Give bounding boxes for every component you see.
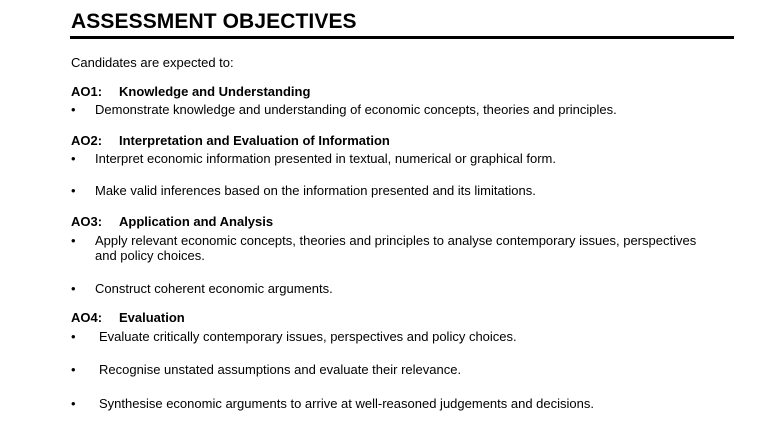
list-item-text: Evaluate critically contemporary issues, perspectives and policy choices. [99, 329, 517, 344]
bullet-icon: • [71, 329, 76, 344]
objective-code: AO1: [71, 84, 103, 99]
intro-text: Candidates are expected to: [71, 55, 234, 70]
objective-heading-ao3 [71, 214, 273, 230]
list-item [71, 281, 721, 296]
list-item-text: Make valid inferences based on the information presented and its limitations. [95, 183, 536, 198]
bullet-icon: • [71, 396, 76, 411]
bullet-icon: • [71, 102, 76, 117]
list-item [71, 151, 721, 166]
list-item-text: Apply relevant economic concepts, theories and principles to analyse contemporary issues, perspectives and policy choices. [95, 233, 697, 263]
list-item-text: Interpret economic information presented in textual, numerical or graphical form. [95, 151, 556, 166]
bullet-icon: • [71, 233, 76, 248]
objective-code: AO2: [71, 133, 103, 148]
bullet-icon: • [71, 362, 76, 377]
list-item-text: Recognise unstated assumptions and evaluate their relevance. [99, 362, 462, 377]
list-item-text: Construct coherent economic arguments. [95, 281, 333, 296]
objective-code: AO3: [71, 214, 103, 229]
objective-name: Interpretation and Evaluation of Information [119, 133, 390, 148]
bullet-icon: • [71, 183, 76, 198]
list-item [71, 396, 721, 411]
list-item [71, 362, 721, 377]
objective-heading-ao2 [71, 133, 390, 149]
list-item [71, 233, 721, 263]
objective-heading-ao4 [71, 310, 185, 326]
list-item [71, 329, 721, 344]
bullet-icon: • [71, 281, 76, 296]
page-title: ASSESSMENT OBJECTIVES [71, 10, 357, 33]
list-item [71, 102, 721, 117]
list-item-text: Demonstrate knowledge and understanding of economic concepts, theories and principles. [95, 102, 617, 117]
bullet-icon: • [71, 151, 76, 166]
objective-name: Knowledge and Understanding [119, 84, 311, 99]
objective-code: AO4: [71, 310, 103, 325]
list-item [71, 183, 721, 198]
title-underline [70, 36, 734, 39]
objective-name: Application and Analysis [119, 214, 274, 229]
objective-name: Evaluation [119, 310, 185, 325]
list-item-text: Synthesise economic arguments to arrive at well-reasoned judgements and decisions. [99, 396, 594, 411]
objective-heading-ao1 [71, 84, 310, 100]
